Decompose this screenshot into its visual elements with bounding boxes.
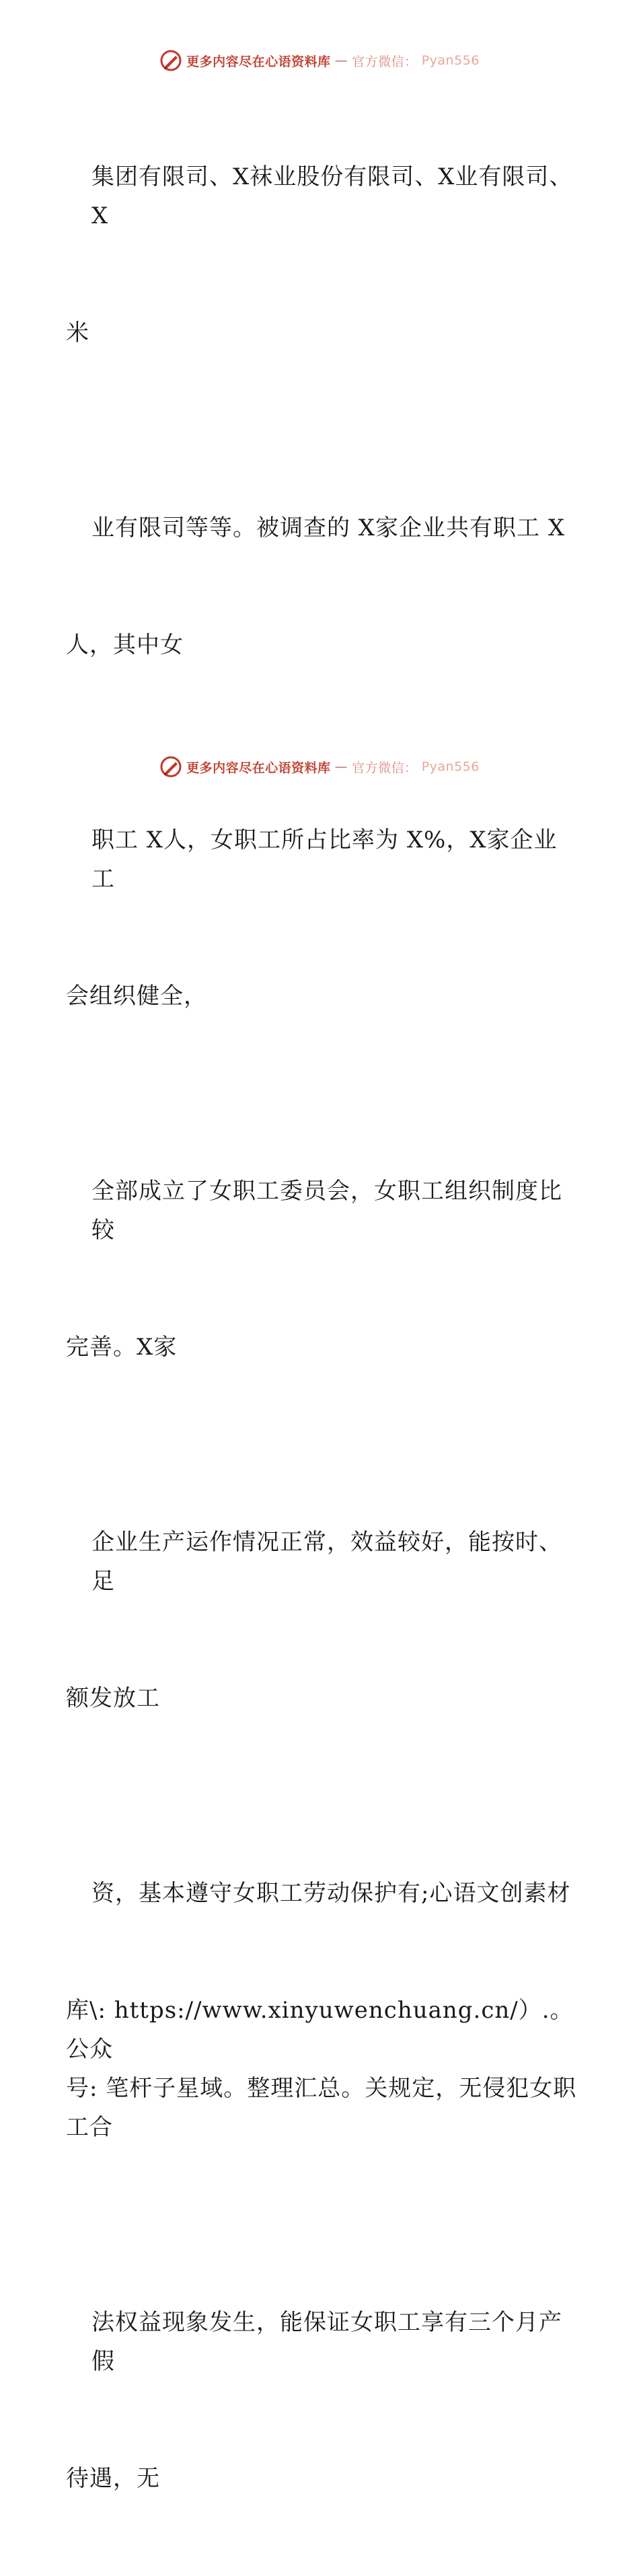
banner-title: 更多内容尽在心语资料库 <box>186 54 331 69</box>
paragraph <box>66 743 577 1094</box>
paragraph-continuation: 人，其中女 <box>66 632 184 658</box>
paragraph-continuation: 待遇，无 <box>66 2465 160 2492</box>
paragraph <box>66 2225 577 2576</box>
paragraph-continuation: 库\: https://www.xinyuwenchuang.cn/）.。公众 号: 笔杆子星域。整理汇总。关规定，无侵犯女职 工合 <box>66 1997 577 2141</box>
paragraph-continuation: 米 <box>66 319 89 346</box>
paragraph <box>66 1445 577 1796</box>
paragraph-first-line: 集团有限司、X袜业股份有限司、X业有限司、X <box>91 163 573 229</box>
banner-dash: — <box>334 53 348 68</box>
paragraph <box>66 79 577 430</box>
banner-wechat-label: 官方微信： <box>352 760 418 775</box>
pen-logo-icon <box>159 49 182 72</box>
footer-watermark-banner <box>0 753 639 780</box>
banner-dash: — <box>334 759 348 774</box>
paragraph-first-line: 业有限司等等。被调查的 X家企业共有职工 X <box>91 515 566 541</box>
paragraph-first-line: 企业生产运作情况正常，效益较好，能按时、足 <box>91 1529 562 1595</box>
paragraph-first-line: 全部成立了女职工委员会，女职工组织制度比较 <box>91 1178 562 1244</box>
document-body <box>66 79 577 2576</box>
paragraph-continuation: 会组织健全， <box>66 983 207 1010</box>
paragraph <box>66 1796 577 2225</box>
paragraph-first-line: 法权益现象发生，能保证女职工享有三个月产假 <box>91 2309 562 2375</box>
pen-logo-icon <box>159 755 182 778</box>
paragraph-continuation: 额发放工 <box>66 1685 160 1712</box>
header-watermark-banner <box>0 47 639 74</box>
paragraph-first-line: 资，基本遵守女职工劳动保护有;心语文创素材 <box>91 1880 571 1907</box>
paragraph <box>66 1094 577 1445</box>
banner-wechat-id: Pyan556 <box>421 759 480 774</box>
paragraph-first-line: 职工 X人，女职工所占比率为 X%，X家企业工 <box>91 827 558 893</box>
banner-wechat-label: 官方微信： <box>352 54 418 69</box>
paragraph <box>66 430 577 743</box>
banner-title: 更多内容尽在心语资料库 <box>186 760 331 775</box>
banner-wechat-id: Pyan556 <box>421 53 480 68</box>
paragraph-continuation: 完善。X家 <box>66 1334 178 1361</box>
